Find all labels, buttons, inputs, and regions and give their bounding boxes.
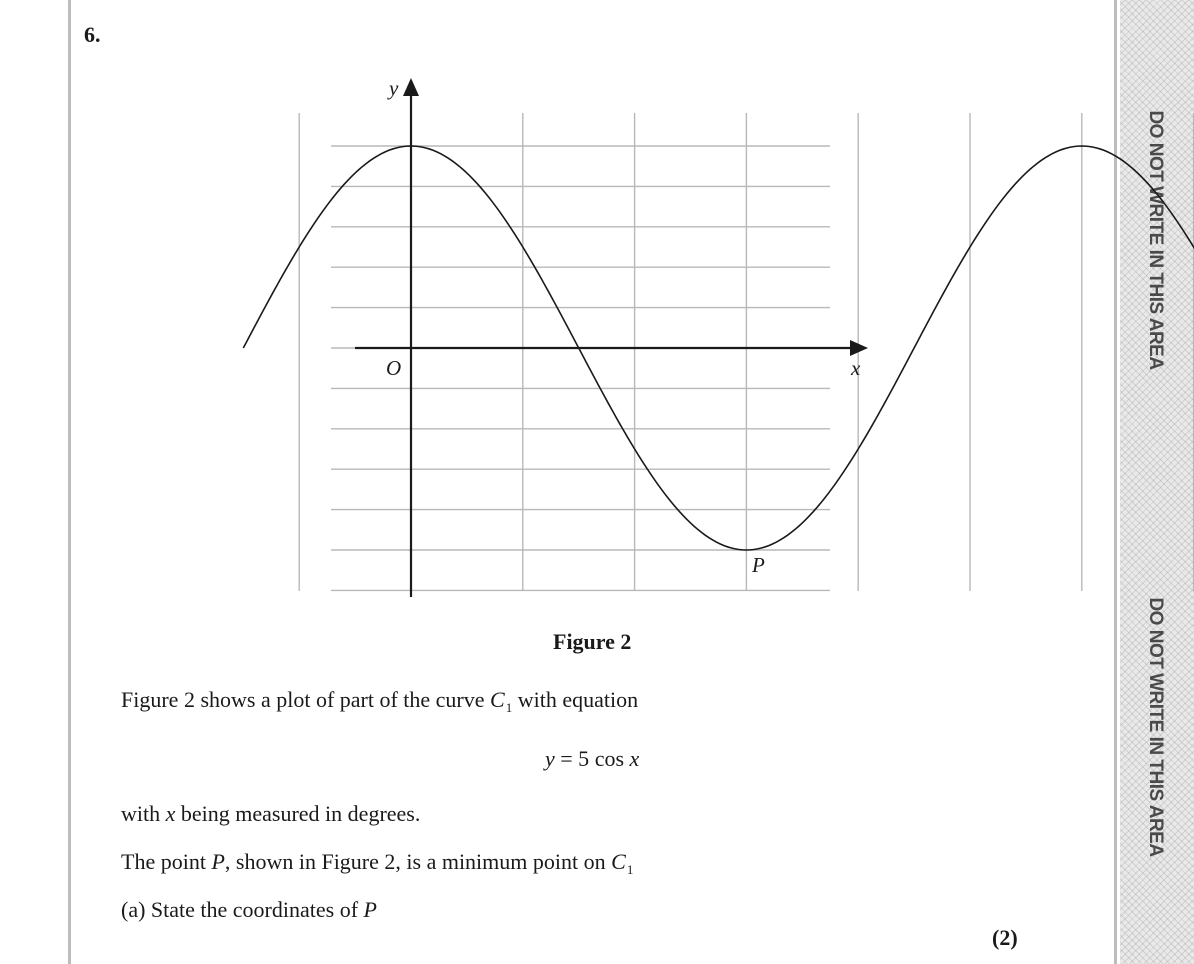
point-p-label: P bbox=[752, 553, 765, 577]
equation-cos: cos bbox=[594, 746, 625, 771]
minimum-point-line bbox=[121, 849, 633, 875]
degrees-suffix: being measured in degrees. bbox=[180, 801, 421, 826]
equation bbox=[545, 746, 639, 772]
degrees-prefix: with bbox=[121, 801, 161, 826]
curve-name: C bbox=[490, 687, 505, 712]
intro-text: Figure 2 shows a plot of part of the curve bbox=[121, 687, 485, 712]
question-number: 6. bbox=[84, 22, 101, 47]
figure-caption: Figure 2 bbox=[553, 629, 632, 654]
grid bbox=[299, 113, 1194, 591]
minimum-prefix: The point bbox=[121, 849, 206, 874]
origin-label: O bbox=[386, 356, 402, 380]
axes bbox=[355, 78, 868, 597]
degrees-line bbox=[121, 801, 420, 827]
marks: (2) bbox=[992, 925, 1018, 950]
x-axis-arrow-icon bbox=[850, 340, 868, 356]
margin-warning-bottom: DO NOT WRITE IN THIS AREA bbox=[1145, 597, 1166, 857]
degrees-var: x bbox=[165, 801, 176, 826]
intro-suffix: with equation bbox=[517, 687, 639, 712]
intro-line bbox=[121, 687, 638, 713]
y-axis-label: y bbox=[389, 76, 399, 100]
equation-x: x bbox=[629, 746, 640, 771]
part-a bbox=[121, 897, 377, 923]
part-a-point: P bbox=[363, 897, 377, 922]
x-axis-label: x bbox=[851, 356, 861, 380]
equation-y: y bbox=[545, 746, 555, 771]
y-axis-arrow-icon bbox=[403, 78, 419, 96]
curve-subscript: 1 bbox=[505, 700, 513, 715]
part-a-text: (a) State the coordinates of bbox=[121, 897, 359, 922]
curve-name-2: C bbox=[611, 849, 626, 874]
margin-warning-top: DO NOT WRITE IN THIS AREA bbox=[1145, 110, 1166, 370]
minimum-suffix: , shown in Figure 2, is a minimum point on bbox=[224, 849, 606, 874]
equation-equals: = 5 bbox=[554, 746, 590, 771]
minimum-point: P bbox=[211, 849, 225, 874]
curve-subscript-2: 1 bbox=[626, 862, 634, 877]
